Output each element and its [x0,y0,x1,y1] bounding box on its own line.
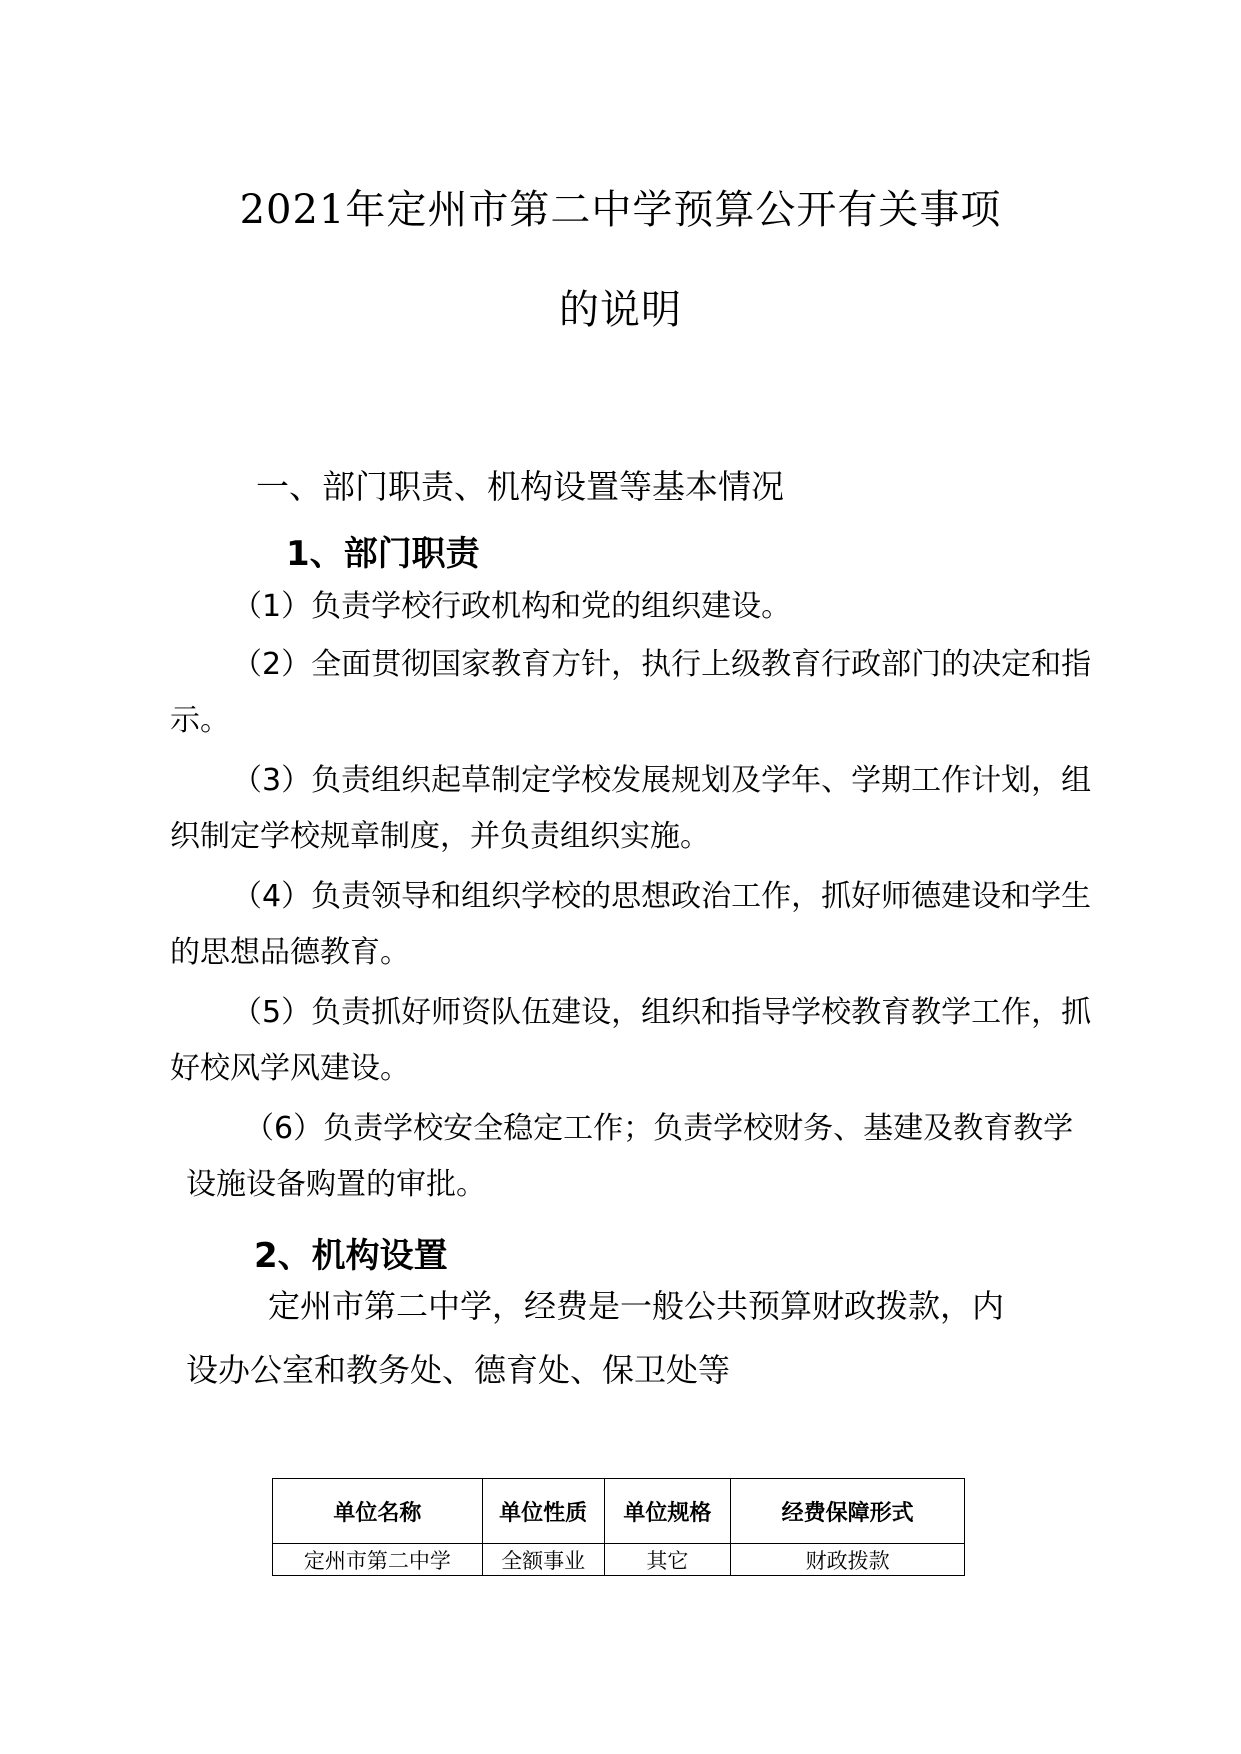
organization-text-line-2: 设办公室和教务处、德育处、保卫处等 [186,1351,731,1389]
duty-item-6-line-2: 设施设备购置的审批。 [186,1167,486,1202]
duty-item-3-line-2: 织制定学校规章制度，并负责组织实施。 [170,819,710,854]
table-header-cell: 单位名称 [273,1479,483,1544]
duty-item-4-line-2: 的思想品德教育。 [170,935,410,970]
duty-item-5-line-1: （5）负责抓好师资队伍建设，组织和指导学校教育教学工作，抓 [232,995,1092,1030]
table-cell: 其它 [604,1544,731,1576]
subsection-heading-duties: 1、部门职责 [286,534,480,574]
organization-text-line-1: 定州市第二中学，经费是一般公共预算财政拨款，内 [268,1287,1005,1325]
duty-item-3-line-1: （3）负责组织起草制定学校发展规划及学年、学期工作计划，组 [232,763,1092,798]
table-header-row [273,1479,965,1544]
table-cell: 财政拨款 [731,1544,965,1576]
unit-info-table [272,1478,965,1576]
duty-item-6-line-1: （6）负责学校安全稳定工作；负责学校财务、基建及教育教学 [244,1111,1074,1146]
document-title-line-2: 的说明 [559,287,682,333]
section-heading: 一、部门职责、机构设置等基本情况 [256,467,784,506]
table-row [273,1544,965,1576]
duty-item-5-line-2: 好校风学风建设。 [170,1051,410,1086]
duty-item-2-line-2: 示。 [170,703,230,738]
table-header-cell: 单位性质 [482,1479,604,1544]
title-main: 定州市第二中学预算公开有关事项 [386,187,1002,233]
document-title-line-1 [0,178,1241,235]
table-header-cell: 单位规格 [604,1479,731,1544]
table-cell: 定州市第二中学 [273,1544,483,1576]
duty-item-4-line-1: （4）负责领导和组织学校的思想政治工作，抓好师德建设和学生 [232,879,1092,914]
table-header-cell: 经费保障形式 [731,1479,965,1544]
duty-item-2-line-1: （2）全面贯彻国家教育方针，执行上级教育行政部门的决定和指 [232,647,1092,682]
title-year: 2021年 [239,187,387,233]
duty-item-1: （1）负责学校行政机构和党的组织建设。 [232,589,792,624]
table-cell: 全额事业 [482,1544,604,1576]
subsection-heading-organization: 2、机构设置 [254,1236,448,1276]
